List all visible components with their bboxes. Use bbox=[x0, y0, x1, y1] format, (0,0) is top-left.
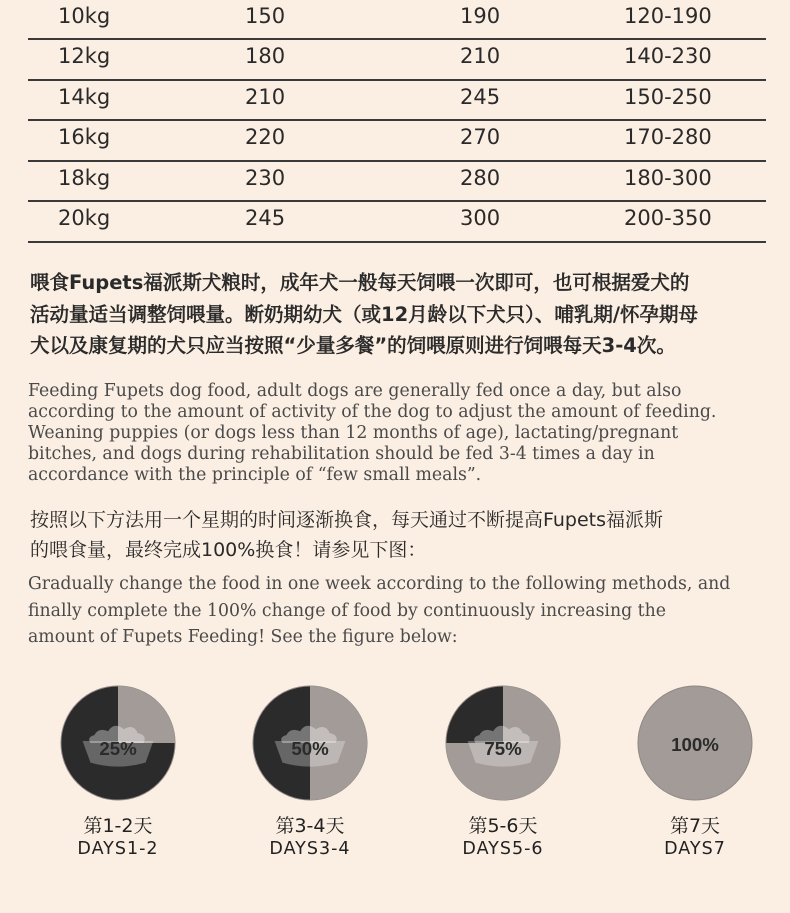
table-cell: 140-230 bbox=[624, 44, 712, 68]
table-row bbox=[28, 0, 766, 40]
percent-label: 75% bbox=[484, 737, 522, 759]
table-cell: 180-300 bbox=[624, 165, 712, 190]
text-line: according to the amount of activity of the dog to adjust the amount of feeding. bbox=[28, 402, 717, 422]
table-row bbox=[28, 121, 766, 162]
table-cell: 180 bbox=[245, 44, 286, 68]
table-cell: 150 bbox=[245, 4, 286, 28]
text-line: 活动量适当调整饲喂量。断奶期幼犬（或12月龄以下犬只）、哺乳期/怀孕期母 bbox=[30, 302, 699, 326]
table-row bbox=[28, 81, 766, 122]
day-label-en: DAYS7 bbox=[664, 839, 726, 859]
schedule-caption-day1-2 bbox=[43, 814, 193, 860]
table-cell: 220 bbox=[245, 125, 286, 149]
transition-instructions-cn bbox=[30, 505, 770, 565]
text-line: finally complete the 100% change of food by continuously increasing the bbox=[28, 600, 666, 621]
table-cell: 245 bbox=[245, 206, 286, 230]
table-cell: 150-250 bbox=[624, 84, 712, 109]
table-cell: 210 bbox=[245, 84, 286, 109]
feeding-instructions-en bbox=[28, 381, 778, 486]
day-label-cn: 第1-2天 bbox=[83, 815, 153, 837]
table-cell: 190 bbox=[460, 4, 501, 28]
table-cell: 200-350 bbox=[624, 206, 712, 230]
text-line: 按照以下方法用一个星期的时间逐渐换食，每天通过不断提高Fupets福派斯 bbox=[30, 509, 664, 531]
dial-graphic bbox=[636, 684, 754, 802]
dial-graphic bbox=[59, 684, 177, 802]
table-cell-weight: 10kg bbox=[58, 4, 111, 28]
table-cell: 120-190 bbox=[624, 4, 712, 28]
table-cell-weight: 12kg bbox=[58, 44, 111, 68]
percent-label: 25% bbox=[99, 737, 137, 759]
food-ratio-dial-day5-6 bbox=[444, 684, 562, 802]
table-cell-weight: 14kg bbox=[58, 84, 111, 109]
text-line: Weaning puppies (or dogs less than 12 months of age), lactating/pregnant bbox=[28, 423, 679, 443]
day-label-cn: 第7天 bbox=[669, 815, 721, 837]
table-cell-weight: 18kg bbox=[58, 165, 111, 190]
text-line: amount of Fupets Feeding! See the figure below: bbox=[28, 627, 458, 647]
schedule-caption-day5-6 bbox=[428, 814, 578, 860]
dial-graphic bbox=[444, 684, 562, 802]
percent-label: 50% bbox=[291, 737, 329, 759]
text-line: accordance with the principle of “few small meals”. bbox=[28, 465, 482, 485]
table-cell: 230 bbox=[245, 165, 286, 190]
table-cell: 270 bbox=[460, 125, 501, 149]
schedule-caption-day3-4 bbox=[235, 814, 385, 860]
text-line: bitches, and dogs during rehabilitation should be fed 3-4 times a day in bbox=[28, 444, 655, 464]
text-line: Gradually change the food in one week according to the following methods, and bbox=[28, 574, 731, 594]
table-cell: 300 bbox=[460, 206, 501, 230]
table-cell: 170-280 bbox=[624, 125, 712, 149]
percent-label: 100% bbox=[671, 733, 719, 755]
table-row bbox=[28, 162, 766, 203]
text-line: Feeding Fupets dog food, adult dogs are generally fed once a day, but also bbox=[28, 381, 682, 401]
day-label-cn: 第5-6天 bbox=[468, 815, 538, 837]
dial-graphic bbox=[251, 684, 369, 802]
feeding-instructions-cn bbox=[30, 267, 770, 362]
table-cell: 245 bbox=[460, 84, 501, 109]
food-ratio-dial-day7 bbox=[636, 684, 754, 802]
text-line: 喂食Fupets福派斯犬粮时，成年犬一般每天饲喂一次即可，也可根据爱犬的 bbox=[30, 271, 690, 294]
text-line: 的喂食量，最终完成100%换食！请参见下图： bbox=[30, 539, 427, 561]
food-ratio-dial-day1-2 bbox=[59, 684, 177, 802]
table-row bbox=[28, 202, 766, 243]
table-cell: 280 bbox=[460, 165, 501, 190]
feeding-amount-table bbox=[28, 0, 766, 243]
transition-instructions-en bbox=[28, 571, 778, 651]
day-label-en: DAYS5-6 bbox=[462, 839, 544, 859]
day-label-cn: 第3-4天 bbox=[275, 815, 345, 837]
table-cell-weight: 16kg bbox=[58, 125, 111, 149]
table-row bbox=[28, 40, 766, 81]
food-ratio-dial-day3-4 bbox=[251, 684, 369, 802]
day-label-en: DAYS3-4 bbox=[269, 839, 351, 859]
schedule-caption-day7 bbox=[620, 814, 770, 860]
table-cell: 210 bbox=[460, 44, 501, 68]
day-label-en: DAYS1-2 bbox=[77, 839, 159, 859]
text-line: 犬以及康复期的犬只应当按照“少量多餐”的饲喂原则进行饲喂每天3-4次。 bbox=[30, 334, 676, 357]
table-cell-weight: 20kg bbox=[58, 206, 111, 230]
